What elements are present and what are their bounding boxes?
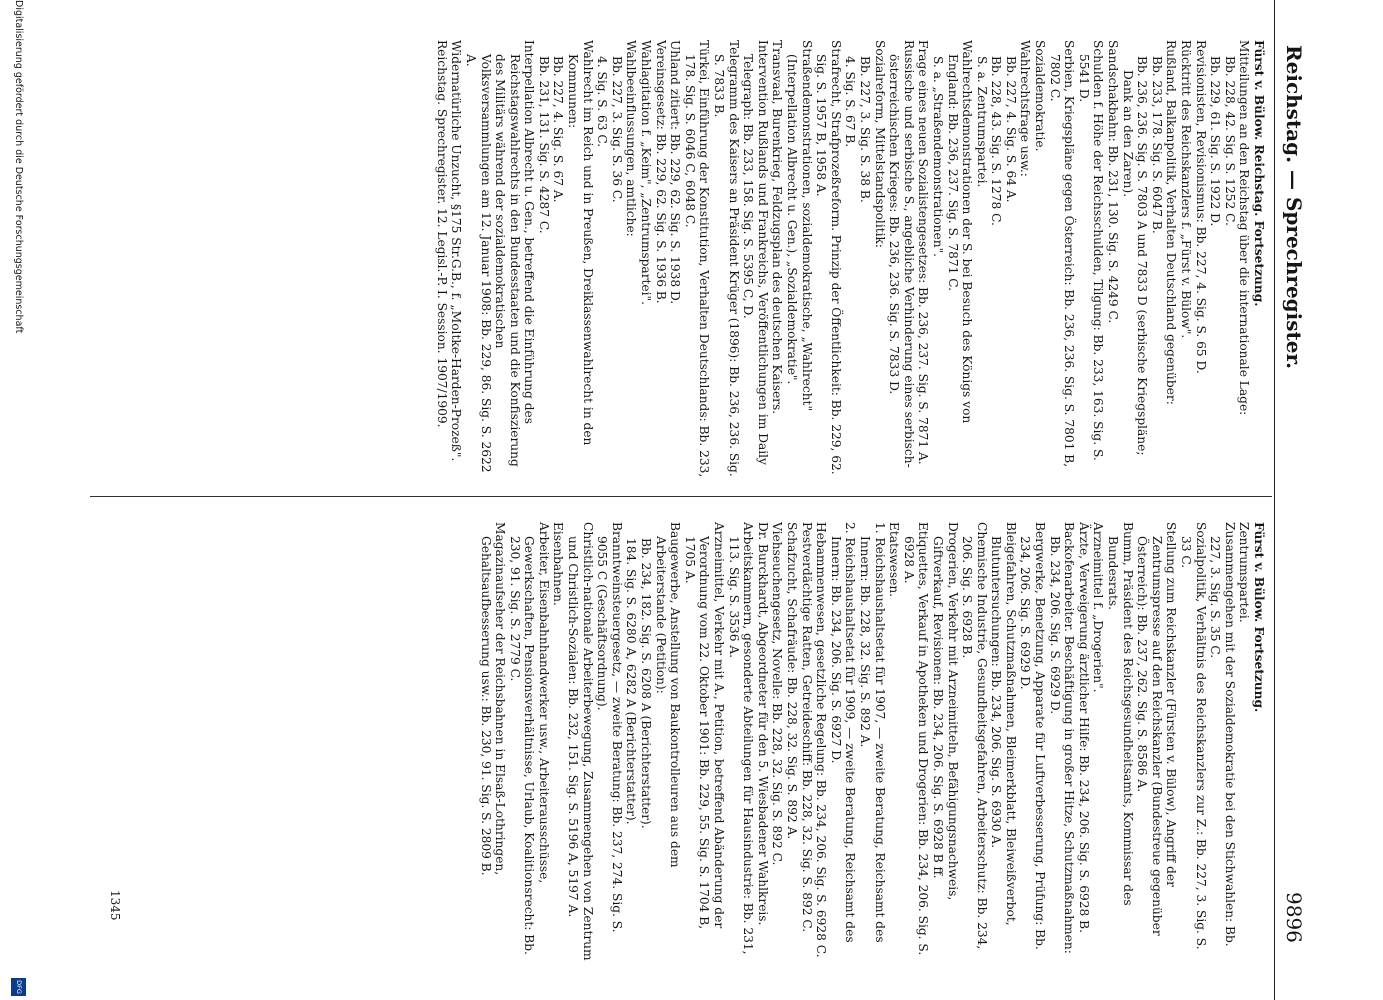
left-entry: Strafrecht, Strafprozeßreform. Prinzip der Öffentlichkeit: Bb. 229, 62. Sig. S. 1957 B, 1958 A.	[814, 40, 843, 475]
right-entry: Etatswesen.	[887, 522, 902, 598]
column-divider	[90, 496, 1272, 497]
left-entry: Sozialreform, Mittelstandspolitik:	[872, 40, 887, 249]
left-entry: Interpellation Albrecht u. Gen., betreffend die Einführung des Reichstagswahlrechts in den Bundesstaaten und die Konfiszierung des Militärs während der sozialdemokratischen Volksversammlungen am 12. Januar 1908: Bb. 229, 86. Sig. S. 2622 A.	[463, 40, 537, 473]
right-entry: Ärzte, Verweigerung ärztlicher Hilfe: Bb. 234, 206. Sig. S. 6928 B.	[1076, 522, 1091, 934]
page-header	[1278, 0, 1318, 1000]
right-entry: Backofenarbeiter. Beschäftigung in großer Hitze, Schutzmaßnahmen: Bb. 234, 206. Sig. S. 6929 D.	[1047, 522, 1077, 954]
left-entry: Straßendemonstrationen, sozialdemokratische, „Wahlrecht" (Interpellation Albrecht u. Gen.), „Sozialdemokratie".	[785, 40, 814, 412]
right-column-heading: Fürst v. Bülow. Fortsetzung.	[1252, 522, 1266, 713]
right-column-entries	[478, 522, 1251, 962]
right-entry: Chemische Industrie, Gesundheitsgefahren, Arbeiterschutz: Bb. 234, 206. Sig. S. 6928 B.	[960, 522, 989, 950]
page-number: 1345	[108, 890, 122, 921]
right-entry: Arbeiter, Eisenbahnhandwerker usw., Arbeiterausschüsse, Gewerkschaften, Pensionsverhältnisse, Urlaub, Koalitionsrecht: Bb. 230, 91. Sig. S. 2779 C.	[507, 522, 551, 955]
left-entry: Bb. 227, 3. Sig. S. 36 C.	[609, 56, 624, 203]
left-entry: Wahlrecht im Reich und in Preußen, Dreiklassenwahlrecht in den Kommunen:	[566, 40, 595, 446]
dfg-logo: DFG	[11, 978, 26, 996]
right-entry: Branntweinsteuergesetz, — zweite Beratung: Bb. 237, 274. Sig. S. 9055 C (Geschäftsordnung).	[595, 522, 624, 933]
left-entry: Transvaal, Burenkrieg, Feldzugsplan des deutschen Kaisers.	[770, 40, 785, 415]
left-entry: Intervention Rußlands und Frankreichs, Veröffentlichungen im Daily Telegraph: Bb. 233, 158. Sig. S. 5395 C, D.	[741, 40, 770, 465]
left-entry: Bb. 228, 42. Sig. S. 1252 C.	[1222, 56, 1237, 226]
right-entry: Zentrumspartei.	[1237, 522, 1252, 623]
right-entry: Magazinaufseher der Reichsbahnen in Elsaß-Lothringen, Gehaltsaufbesserung usw.: Bb. 230, 91. Sig. S. 2809 B.	[478, 522, 508, 876]
left-entry: Türkei, Einführung der Konstitution, Verhalten Deutschlands: Bb. 233, 178. Sig. S. 6046 C, 6048 C.	[682, 40, 712, 478]
column-number: 9896	[1282, 892, 1306, 943]
left-entry: Bb. 228, 43. Sig. S. 1278 C.	[989, 56, 1004, 226]
left-entry: Uhland zitiert: Bb. 229, 62. Sig. S. 1938 D.	[668, 40, 683, 305]
right-entry: Pestverdächtige Ratten, Getreideschiff: Bb. 228, 32. Sig. S. 892 C.	[799, 522, 814, 933]
left-entry: Bb. 227, 3. Sig. S. 38 B.	[857, 56, 872, 203]
right-entry: Sozialpolitik, Verhältnis des Reichskanzlers zur Z.: Bb. 227, 3. Sig. S. 33 C.	[1179, 522, 1208, 950]
left-entry: S. a. „Straßendemonstrationen".	[930, 56, 945, 258]
right-entry: Arzneimittel, Verkehr mit A., Petition, betreffend Abänderung der Verordnung vom 22. Oktober 1901: Bb. 229, 55. Sig. S. 1704 B, 1705 A.	[682, 522, 727, 930]
left-entry: Frage eines neuen Sozialistengesetzes: Bb. 236, 237. Sig. S. 7871 A.	[916, 40, 931, 465]
left-column-heading: Fürst v. Bülow. Reichstag. Fortsetzung.	[1252, 40, 1266, 307]
left-entry: Widernatürliche Unzucht, §175 Str.G.B., f. „Moltke-Harden-Prozeß".	[449, 40, 464, 462]
right-entry: Arzneimittel f. „Drogerien".	[1091, 522, 1106, 693]
left-entry: Wahlrechtsdemonstrationen der S. bei Besuch des Königs von England: Bb. 236, 237. Sig. S. 7871 C.	[945, 40, 975, 424]
left-column	[86, 40, 1266, 480]
right-entry: Christlich-nationale Arbeiterbewegung, Zusammengehen von Zentrum und Christlich-Sozialen: Bb. 232, 151. Sig. S. 5196 A, 5197 A.	[566, 522, 595, 961]
left-entry: Serbien, Kriegspläne gegen Österreich: Bb. 236, 236. Sig. S. 7801 B, 7802 C.	[1047, 40, 1077, 468]
left-entry: Telegramm des Kaisers an Präsident Krüger (1896): Bb. 236, 236. Sig. S. 7833 B.	[712, 40, 741, 477]
running-title: Reichstag. — Sprechregister.	[1282, 45, 1306, 370]
left-entry: Bb. 227, 4. Sig. S. 64 A.	[1003, 56, 1018, 203]
left-entry: Bb. 231, 131. Sig. S. 4287 C.	[536, 56, 551, 234]
left-entry: Schulden f. Höhe der Reichsschulden, Tilgung: Bb. 233, 163. Sig. S. 5541 D.	[1076, 40, 1106, 461]
right-entry: Etiquettes, Verkauf in Apotheken und Drogerien: Bb. 234, 206. Sig. S. 6928 A.	[901, 522, 931, 956]
left-entry: Wahlagitation f. „Keim", „Zentrumspartei".	[639, 40, 654, 306]
right-entry: Bumm, Präsident des Reichsgesundheitsamts, Kommissar des Bundesrats.	[1106, 522, 1135, 906]
right-entry: Viehseuchengesetz, Novelle: Bb. 228, 32. Sig. S. 892 C.	[770, 522, 785, 866]
right-entry: Bergwerke, Benetzung, Apparate für Luftverbesserung, Prüfung: Bb. 234, 206. Sig. S. 6929 D.	[1018, 522, 1048, 950]
footer-credit: Digitalisierung gefördert durch die Deutsche Forschungsgemeinschaft	[13, 0, 24, 334]
left-entry: Mitteilungen an den Reichstag über die internationale Lage:	[1237, 40, 1252, 416]
left-entry: Reichstag. Sprechregister. 12. Legisl.-P. I. Session. 1907/1909.	[434, 40, 449, 428]
left-entry: Bb. 236, 236. Sig. S. 7803 A und 7833 D (serbische Kriegspläne; Dank an den Zaren).	[1120, 56, 1150, 456]
left-entry: Sandschakbahn: Bb. 231, 130. Sig. S. 4249 C.	[1106, 40, 1121, 324]
left-entry: 4. Sig. S. 63 C.	[595, 56, 610, 148]
left-entry: Sozialdemokratie.	[1033, 40, 1048, 152]
right-entry: Baugewerbe, Anstellung von Baukontrolleuren aus dem Arbeiterstande (Petition):	[653, 522, 683, 868]
right-entry: 1. Reichshaushaltsetat für 1907, — zweite Beratung, Reichsamt des Innern: Bb. 228, 32. Sig. S. 892 A.	[857, 522, 887, 943]
left-entry: 4. Sig. S. 67 B.	[843, 56, 858, 148]
header-rule	[1274, 0, 1275, 1000]
left-entry: Rußland, Balkanpolitik, Verhalten Deutschland gegenüber:	[1164, 40, 1179, 405]
right-entry: Zusammengehen mit der Sozialdemokratie bei den Stichwahlen: Bb. 227, 3. Sig. S. 35 C.	[1208, 522, 1237, 947]
right-entry: Eisenbahnen.	[551, 522, 566, 606]
digitization-footer	[6, 0, 28, 1000]
right-entry: 184. Sig. S. 6280 A, 6282 A (Berichterstatter).	[624, 538, 639, 825]
left-column-entries	[434, 40, 1251, 480]
left-entry: Rücktritt des Reichskanzlers f. „Fürst v. Bülow".	[1179, 40, 1194, 339]
left-entry: Bb. 227, 4. Sig. S. 67 A.	[551, 56, 566, 203]
left-entry: S. a. Zentrumspartei.	[974, 56, 989, 188]
right-entry: Drogerien, Verkehr mit Arzneimitteln, Befähigungsnachweis, Giftverkauf, Revisionen: Bb. 234, 206. Sig. S. 6928 B ff.	[930, 522, 960, 901]
right-entry: Stellung zum Reichskanzler (Fürsten v. Bülow), Angriff der Zentrumspresse auf den Reichskanzler (Bundestreue gegenüber Österreich): Bb. 237, 262. Sig. S. 8586 A.	[1135, 522, 1179, 936]
right-entry: 2. Reichshaushaltsetat für 1909, — zweite Beratung, Reichsamt des Innern: Bb. 234, 206. Sig. S. 6927 D.	[828, 522, 858, 943]
right-entry: Bleigefahren, Schutzmaßnahmen, Bleimerkblatt, Bleiweißverbot, Blutuntersuchungen: Bb. 234, 206. Sig. S. 6930 A.	[989, 522, 1018, 926]
left-entry: Bb. 233, 178. Sig. S. 6047 B.	[1149, 56, 1164, 234]
right-entry: Dr. Burckhardt, Abgeordneter für den 5. Wiesbadener Wahlkreis.	[755, 522, 770, 926]
left-entry: Vereinsgesetz: Bb. 229, 62. Sig. S. 1936 B.	[653, 40, 668, 304]
left-entry: Russische und serbische S., angebliche Verhinderung eines serbisch-österreichischen Krieges: Bb. 236, 236. Sig. S. 7833 D.	[887, 40, 916, 468]
right-entry: Schafzucht, Schafräude: Bb. 228, 32. Sig. S. 892 A.	[785, 522, 799, 840]
right-entry: Hebammenwesen, gesetzliche Regelung: Bb. 234, 206. Sig. S. 6928 C.	[814, 522, 829, 958]
left-entry: Revisionisten, Revisionismus: Bb. 227, 4. Sig. S. 65 D.	[1193, 40, 1208, 374]
right-column	[86, 522, 1266, 962]
left-entry: Bb. 229, 61. Sig. S. 1922 D.	[1208, 56, 1223, 227]
right-entry: Arbeitskammern, gesonderte Abteilungen für Hausindustrie: Bb. 231, 113. Sig. S. 3536 A.	[726, 522, 756, 955]
left-entry: Wahlrechtsfrage usw.:	[1018, 40, 1033, 177]
left-entry: Wahlbeeinflussungen, amtliche:	[624, 40, 639, 237]
right-entry: Bb. 234, 182. Sig. S. 6208 A (Berichterstatter).	[639, 538, 654, 829]
